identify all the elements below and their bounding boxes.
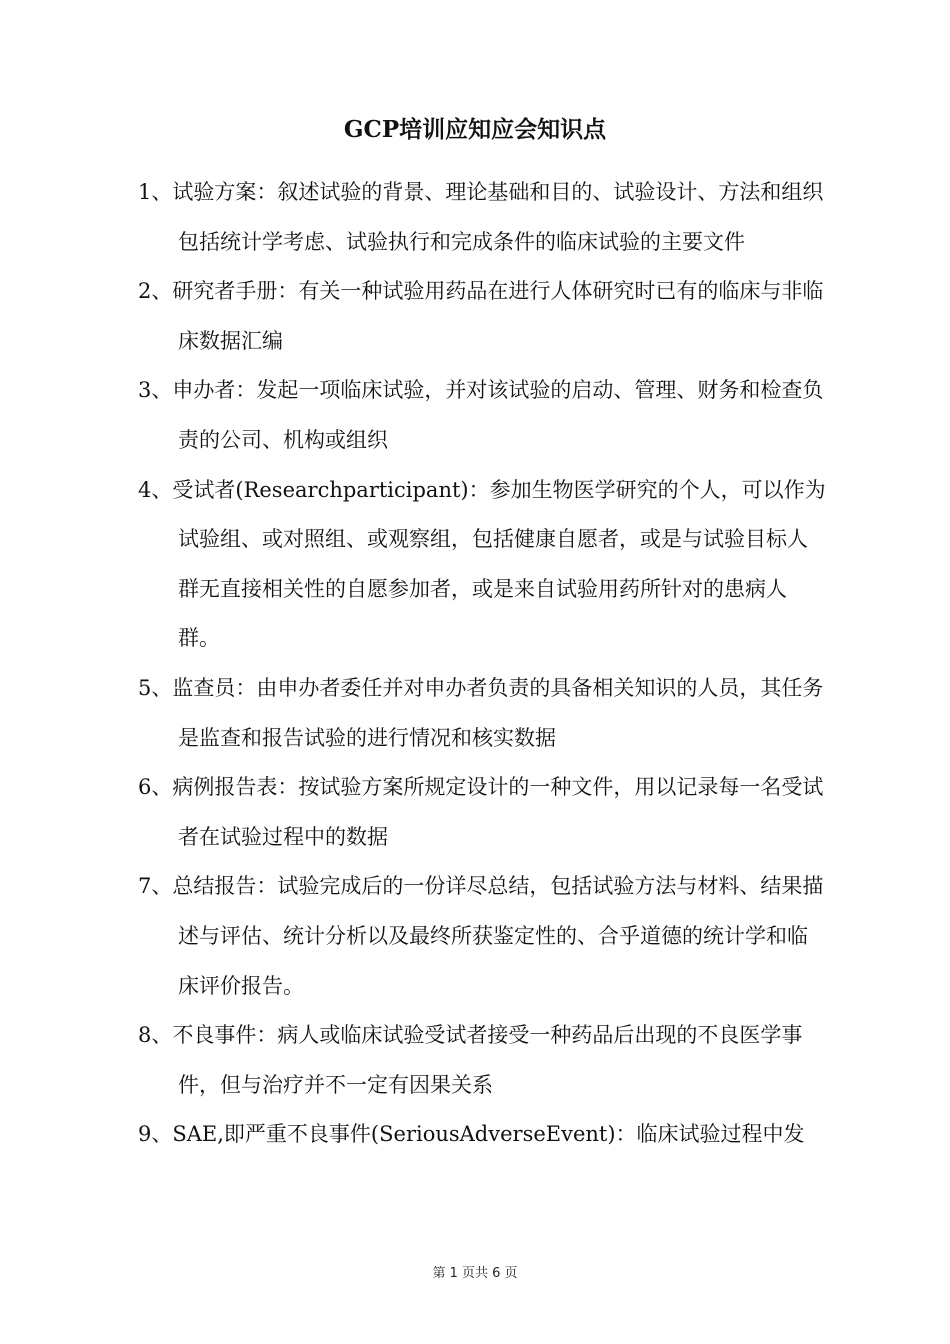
item-text: 不良事件：病人或临床试验受试者接受一种药品后出现的不良医学事件，但与治疗并不一定有因果关系 [172,1023,803,1097]
list-item [138,1110,828,1160]
list-item [138,267,828,366]
item-number: 8、 [138,1023,173,1048]
knowledge-list [138,168,828,1160]
document-title: GCP培训应知应会知识点 [343,116,607,143]
item-number: 5、 [138,675,173,700]
item-text: 病例报告表：按试验方案所规定设计的一种文件，用以记录每一名受试者在试验过程中的数据 [172,775,824,849]
list-item [138,1011,828,1110]
item-number: 6、 [138,775,173,800]
item-number: 9、 [138,1122,173,1147]
item-text: 总结报告：试验完成后的一份详尽总结，包括试验方法与材料、结果描述与评估、统计分析以及最终所获鉴定性的、合乎道德的统计学和临床评价报告。 [172,874,824,998]
item-text: 研究者手册：有关一种试验用药品在进行人体研究时已有的临床与非临床数据汇编 [172,279,824,353]
item-text: 监查员：由申办者委任并对申办者负责的具备相关知识的人员，其任务是监查和报告试验的进行情况和核实数据 [172,675,824,750]
item-text: 试验方案：叙述试验的背景、理论基础和目的、试验设计、方法和组织包括统计学考虑、试验执行和完成条件的临床试验的主要文件 [172,180,824,254]
item-number: 3、 [138,378,173,403]
item-text: 申办者：发起一项临床试验，并对该试验的启动、管理、财务和检查负责的公司、机构或组织 [172,378,824,452]
item-number: 2、 [138,279,173,304]
list-item [138,168,828,267]
item-text: SAE,即严重不良事件(SeriousAdverseEvent)：临床试验过程中发 [172,1122,805,1147]
list-item [138,664,828,763]
list-item [138,862,828,1011]
item-text: 受试者(Researchparticipant)：参加生物医学研究的个人，可以作为试验组、或对照组、或观察组，包括健康自愿者，或是与试验目标人群无直接相关性的自愿参加者，或是来自试验用药所针对的患病人群。 [172,477,826,651]
item-number: 1、 [138,180,173,204]
list-item [138,763,828,862]
list-item [138,366,828,465]
page-footer: 第 1 页共 6 页 [432,1266,518,1281]
list-item [138,466,828,664]
item-number: 4、 [138,477,173,502]
item-number: 7、 [138,874,173,899]
